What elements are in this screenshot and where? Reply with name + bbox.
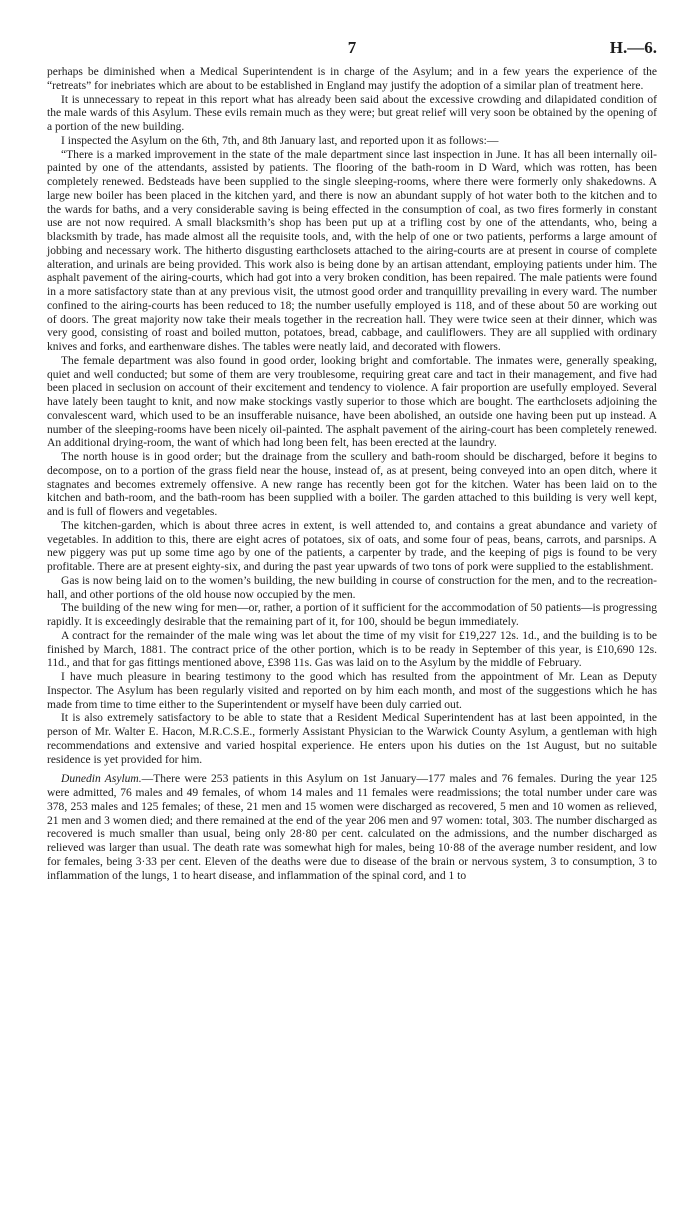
- paragraph-kitchen-garden: The kitchen-garden, which is about three acres in extent, is well attended to, and contains a great abundance and variety of vegetables. In addition to this, there are eight acres of potatoes, six of oats, and some four of peas, beans, carrots, and parsnips. A new piggery was put up some time ago by one of the patients, a carpenter by trade, and the keeping of pigs is found to be very profitable. There are at present eighty-six, and during the past year upwards of two tons of pork were supplied to the establishment.: [47, 519, 657, 573]
- body-text: [47, 66, 657, 883]
- paragraph-deputy-inspector: I have much pleasure in bearing testimony to the good which has resulted from the appointment of Mr. Lean as Deputy Inspector. The Asylum has been regularly visited and reported on by him each month, and most of the suggestions which he has made from time to time either to the Superintendent or myself have been duly carried out.: [47, 671, 657, 711]
- paragraph-north-house: The north house is in good order; but the drainage from the scullery and bath-room should be discharged, before it begins to decompose, on to a portion of the grass field near the house, instead of, as at present, being conveyed into an open ditch, where it stagnates and becomes extremely offensive. A new range has recently been got for the kitchen. Water has been laid on to the kitchen and bath-room, and the bath-room has been supplied with a boiler. The garden attached to this building is very well kept, and is full of flowers and vegetables.: [47, 451, 657, 518]
- dunedin-asylum-heading: Dunedin Asylum.: [61, 773, 142, 786]
- dunedin-asylum-text: —There were 253 patients in this Asylum on 1st January—177 males and 76 females. During the year 125 were admitted, 76 males and 49 females, of whom 14 males and 11 females were readmissions; the total number under care was 378, 253 males and 125 females; of these, 21 men and 15 women were discharged as recovered, 5 men and 10 women as relieved, 21 men and 3 women died; and there remained at the end of the year 206 men and 97 women: total, 303. The number discharged as recovered is much smaller than usual, being only 28·80 per cent. calculated on the admissions, and the number discharged as relieved was larger than usual. The death rate was somewhat high for males, being 10·88 of the average number resident, and low for females, being 3·33 per cent. Eleven of the deaths were due to disease of the brain or nervous system, 3 to consumption, 3 to inflammation of the lungs, 1 to heart disease, and inflammation of the spinal cord, and 1 to: [47, 773, 657, 882]
- paragraph-inspection-dates: I inspected the Asylum on the 6th, 7th, and 8th January last, and reported upon it as follows:—: [61, 134, 499, 147]
- paragraph-crowding: It is unnecessary to repeat in this report what has already been said about the excessive crowding and dilapidated condition of the male wards of this Asylum. These evils remain much as they were; but great relief will very soon be obtained by the opening of a portion of the new building.: [47, 93, 657, 133]
- paragraph-continuation: perhaps be diminished when a Medical Superintendent is in charge of the Asylum; and in a few years the experience of the “retreats” for inebriates which are about to be established in England may justify the adoption of a similar plan of treatment here.: [47, 66, 657, 92]
- paragraph-gas: Gas is now being laid on to the women’s building, the new building in course of construction for the men, and to the recreation-hall, and other portions of the old house now occupied by the men.: [47, 574, 657, 601]
- document-reference: H.—6.: [609, 38, 657, 57]
- paragraph-female-department: The female department was also found in good order, looking bright and comfortable. The inmates were, generally speaking, quiet and well conducted; but some of them are very troublesome, requiring great care and tact in their management, and five had been placed in seclusion on account of their excitement and tendency to violence. A fair proportion are usefully employed. Several have lately been taught to knit, and now make stockings vastly superior to those which are bought. The earthclosets adjoining the convalescent ward, which used to be an insufferable nuisance, have been abolished, an outside one having been put up instead. A number of the sleeping-rooms have been nicely oil-painted. The asphalt pavement of the airing-court has been completely renewed. An additional drying-room, the want of which had long been felt, has been erected at the laundry.: [47, 354, 657, 450]
- paragraph-superintendent: It is also extremely satisfactory to be able to state that a Resident Medical Superintendent has at last been appointed, in the person of Mr. Walter E. Hacon, M.R.C.S.E., formerly Assistant Physician to the Warwick County Asylum, a gentleman with high recommendations and extensive and varied hospital experience. He enters upon his duties on the 1st August, but no suitable residence is yet provided for him.: [47, 712, 657, 766]
- page-header: [47, 38, 657, 66]
- page-number: 7: [347, 38, 357, 57]
- paragraph-contract: A contract for the remainder of the male wing was let about the time of my visit for £19,227 12s. 1d., and the building is to be finished by March, 1881. The contract price of the other portion, which is to be ready in September of this year, is £10,690 12s. 11d., and that for gas fittings mentioned above, £398 11s. Gas was laid on to the Asylum by the middle of February.: [47, 629, 657, 670]
- paragraph-new-wing: The building of the new wing for men—or, rather, a portion of it sufficient for the accommodation of 50 patients—is progressing rapidly. It is exceedingly desirable that the remaining part of it, for 100, should be begun immediately.: [47, 602, 657, 628]
- paragraph-dunedin-asylum: [47, 773, 657, 883]
- paragraph-male-department: “There is a marked improvement in the state of the male department since last inspection in June. It has all been internally oil-painted by one of the attendants, assisted by patients. The flooring of the bath-room in D Ward, which was rotten, has been completely renewed. Bedsteads have been supplied to the single sleeping-rooms, where there were formerly only shakedowns. A large new boiler has been placed in the kitchen yard, and there is now an abundant supply of hot water both to the kitchen and to the wards for baths, and a very considerable saving is being effected in the consumption of coal, as two fires formerly in constant use are not now required. A small blacksmith’s shop has been put up at a trifling cost by one of the attendants, who, being a blacksmith by trade, has made almost all the requisite tools, and, with the help of one or two patients, performs a large amount of jobbing and necessary work. The hitherto disgusting earthclosets attached to the airing-courts are at present in course of complete alteration, and urinals are being provided. This work also is being done by an artisan attendant, employing patients under him. The asphalt pavement of the airing-courts, which had got into a very broken condition, has been repaired. The male patients were found in a more satisfactory state than at any previous visit, the utmost good order and tranquillity prevailing in every ward. The number confined to the airing-courts has been reduced to 18; the number usefully employed is 118, and of these about 50 are working out of doors. The great majority now take their meals together in the recreation hall. They were twice seen at their dinner, which was very good, consisting of roast and boiled mutton, potatoes, bread, cabbage, and cauliflowers. They are all supplied with ordinary knives and forks, and earthenware dishes. The tables were neatly laid, and decorated with flowers.: [47, 148, 657, 353]
